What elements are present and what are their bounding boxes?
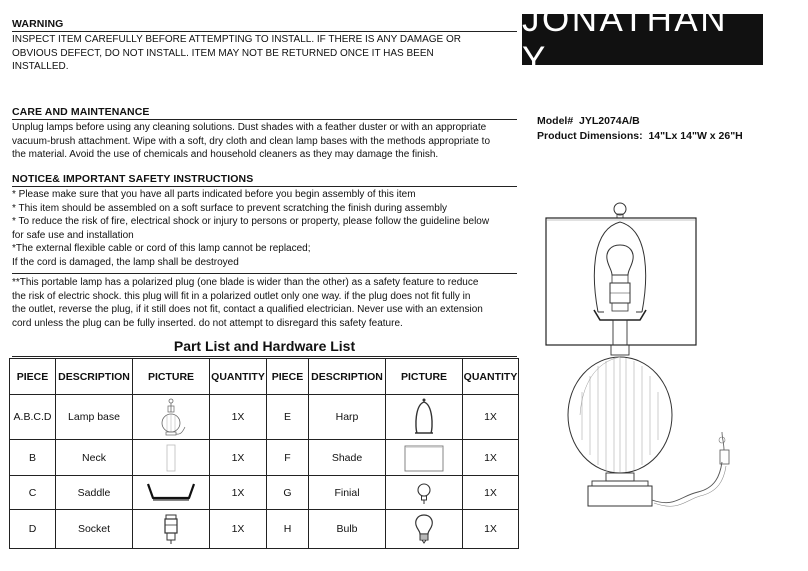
piece-cell: D <box>10 510 56 549</box>
care-text <box>12 121 522 162</box>
quantity-cell: 1X <box>463 476 519 510</box>
picture-cell <box>386 510 463 549</box>
table-header: PICTURE <box>133 359 210 395</box>
model-line <box>537 114 743 129</box>
description-cell: Bulb <box>309 510 386 549</box>
notice-line: * Please make sure that you have all parts indicated before you begin assembly of this item <box>12 189 416 200</box>
quantity-cell: 1X <box>463 395 519 440</box>
socket-icon <box>161 513 181 545</box>
table-header: DESCRIPTION <box>309 359 386 395</box>
warning-text <box>12 33 522 74</box>
warning-line: INSPECT ITEM CAREFULLY BEFORE ATTEMPTING TO INSTALL. IF THERE IS ANY DAMAGE OR <box>12 34 461 45</box>
model-number: JYL2074A/B <box>579 115 640 127</box>
table-header: PICTURE <box>386 359 463 395</box>
shade-icon <box>402 442 446 474</box>
picture-cell <box>133 440 210 476</box>
quantity-cell: 1X <box>210 476 267 510</box>
table-header-row <box>10 359 519 395</box>
picture-cell <box>133 510 210 549</box>
picture-cell <box>386 440 463 476</box>
piece-cell: F <box>267 440 309 476</box>
plug-line: cord unless the plug can be fully inserted. do not attempt to disregard this safety feature. <box>12 317 403 329</box>
quantity-cell: 1X <box>210 440 267 476</box>
table-header: QUANTITY <box>463 359 519 395</box>
table-row <box>10 440 519 476</box>
plug-text <box>12 276 522 330</box>
plug-line: the risk of electric shock. this plug will fit in a polarized outlet only one way. if the plug does not fit fully in <box>12 290 471 302</box>
picture-cell <box>133 476 210 510</box>
parts-table <box>9 358 519 549</box>
picture-cell <box>133 395 210 440</box>
notice-line: * To reduce the risk of fire, electrical shock or injury to persons or property, please follow the guideline below <box>12 216 490 228</box>
notice-title: NOTICE& IMPORTANT SAFETY INSTRUCTIONS <box>12 173 517 187</box>
harp-icon <box>409 397 439 437</box>
divider <box>12 356 517 357</box>
table-header: PIECE <box>267 359 309 395</box>
notice-line: * This item should be assembled on a soft surface to prevent scratching the finish during assembly <box>12 202 448 214</box>
quantity-cell: 1X <box>463 440 519 476</box>
description-cell: Saddle <box>56 476 133 510</box>
notice-line: for safe use and installation <box>12 229 134 241</box>
bulb-icon <box>413 513 435 545</box>
warning-line: INSTALLED. <box>12 61 69 73</box>
piece-cell: H <box>267 510 309 549</box>
warning-title: WARNING <box>12 18 517 32</box>
model-info <box>537 114 743 144</box>
piece-cell: A.B.C.D <box>10 395 56 440</box>
picture-cell <box>386 395 463 440</box>
care-line: the material. Avoid the use of chemicals and household cleaners as they may damage the finish. <box>12 149 439 161</box>
plug-line: the outlet, reverse the plug, if it still does not fit, contact a qualified electrician. Never use with an extension <box>12 304 483 316</box>
notice-line: If the cord is damaged, the lamp shall be destroyed <box>12 256 239 268</box>
quantity-cell: 1X <box>210 395 267 440</box>
neck-icon <box>161 443 181 473</box>
quantity-cell: 1X <box>210 510 267 549</box>
table-header: QUANTITY <box>210 359 267 395</box>
finial-icon <box>414 480 434 506</box>
table-header: DESCRIPTION <box>56 359 133 395</box>
piece-cell: B <box>10 440 56 476</box>
table-row <box>10 476 519 510</box>
description-cell: Neck <box>56 440 133 476</box>
warning-line: OBVIOUS DEFECT, DO NOT INSTALL. ITEM MAY NOT BE RETURNED ONCE IT HAS BEEN <box>12 47 434 59</box>
care-title: CARE AND MAINTENANCE <box>12 106 517 120</box>
parts-list-title: Part List and Hardware List <box>173 338 356 354</box>
dimensions-label: Product Dimensions: <box>537 130 643 142</box>
quantity-cell: 1X <box>463 510 519 549</box>
dimensions-value: 14"Lx 14"W x 26"H <box>648 130 743 142</box>
description-cell: Harp <box>309 395 386 440</box>
lamp-diagram-illustration <box>540 200 740 530</box>
brand-logo: JONATHAN Y <box>522 14 763 65</box>
notice-line: *The external flexible cable or cord of this lamp cannot be replaced; <box>12 243 311 255</box>
notice-text <box>12 188 522 270</box>
piece-cell: G <box>267 476 309 510</box>
picture-cell <box>386 476 463 510</box>
description-cell: Socket <box>56 510 133 549</box>
table-row <box>10 510 519 549</box>
lamp-base-icon <box>151 397 191 437</box>
table-row <box>10 395 519 440</box>
piece-cell: C <box>10 476 56 510</box>
plug-line: **This portable lamp has a polarized plug (one blade is wider than the other) as a safety feature to reduce <box>12 277 479 288</box>
description-cell: Finial <box>309 476 386 510</box>
description-cell: Shade <box>309 440 386 476</box>
table-header: PIECE <box>10 359 56 395</box>
saddle-icon <box>145 480 197 506</box>
dimensions-line <box>537 129 743 144</box>
model-label: Model# <box>537 115 574 127</box>
care-line: Unplug lamps before using any cleaning solutions. Dust shades with a feather duster or with an appropriate <box>12 122 487 133</box>
piece-cell: E <box>267 395 309 440</box>
care-line: vacuum-brush attachment. Wipe with a soft, dry cloth and clean lamp bases with the methods appropriate to <box>12 135 491 147</box>
divider <box>12 273 517 274</box>
description-cell: Lamp base <box>56 395 133 440</box>
